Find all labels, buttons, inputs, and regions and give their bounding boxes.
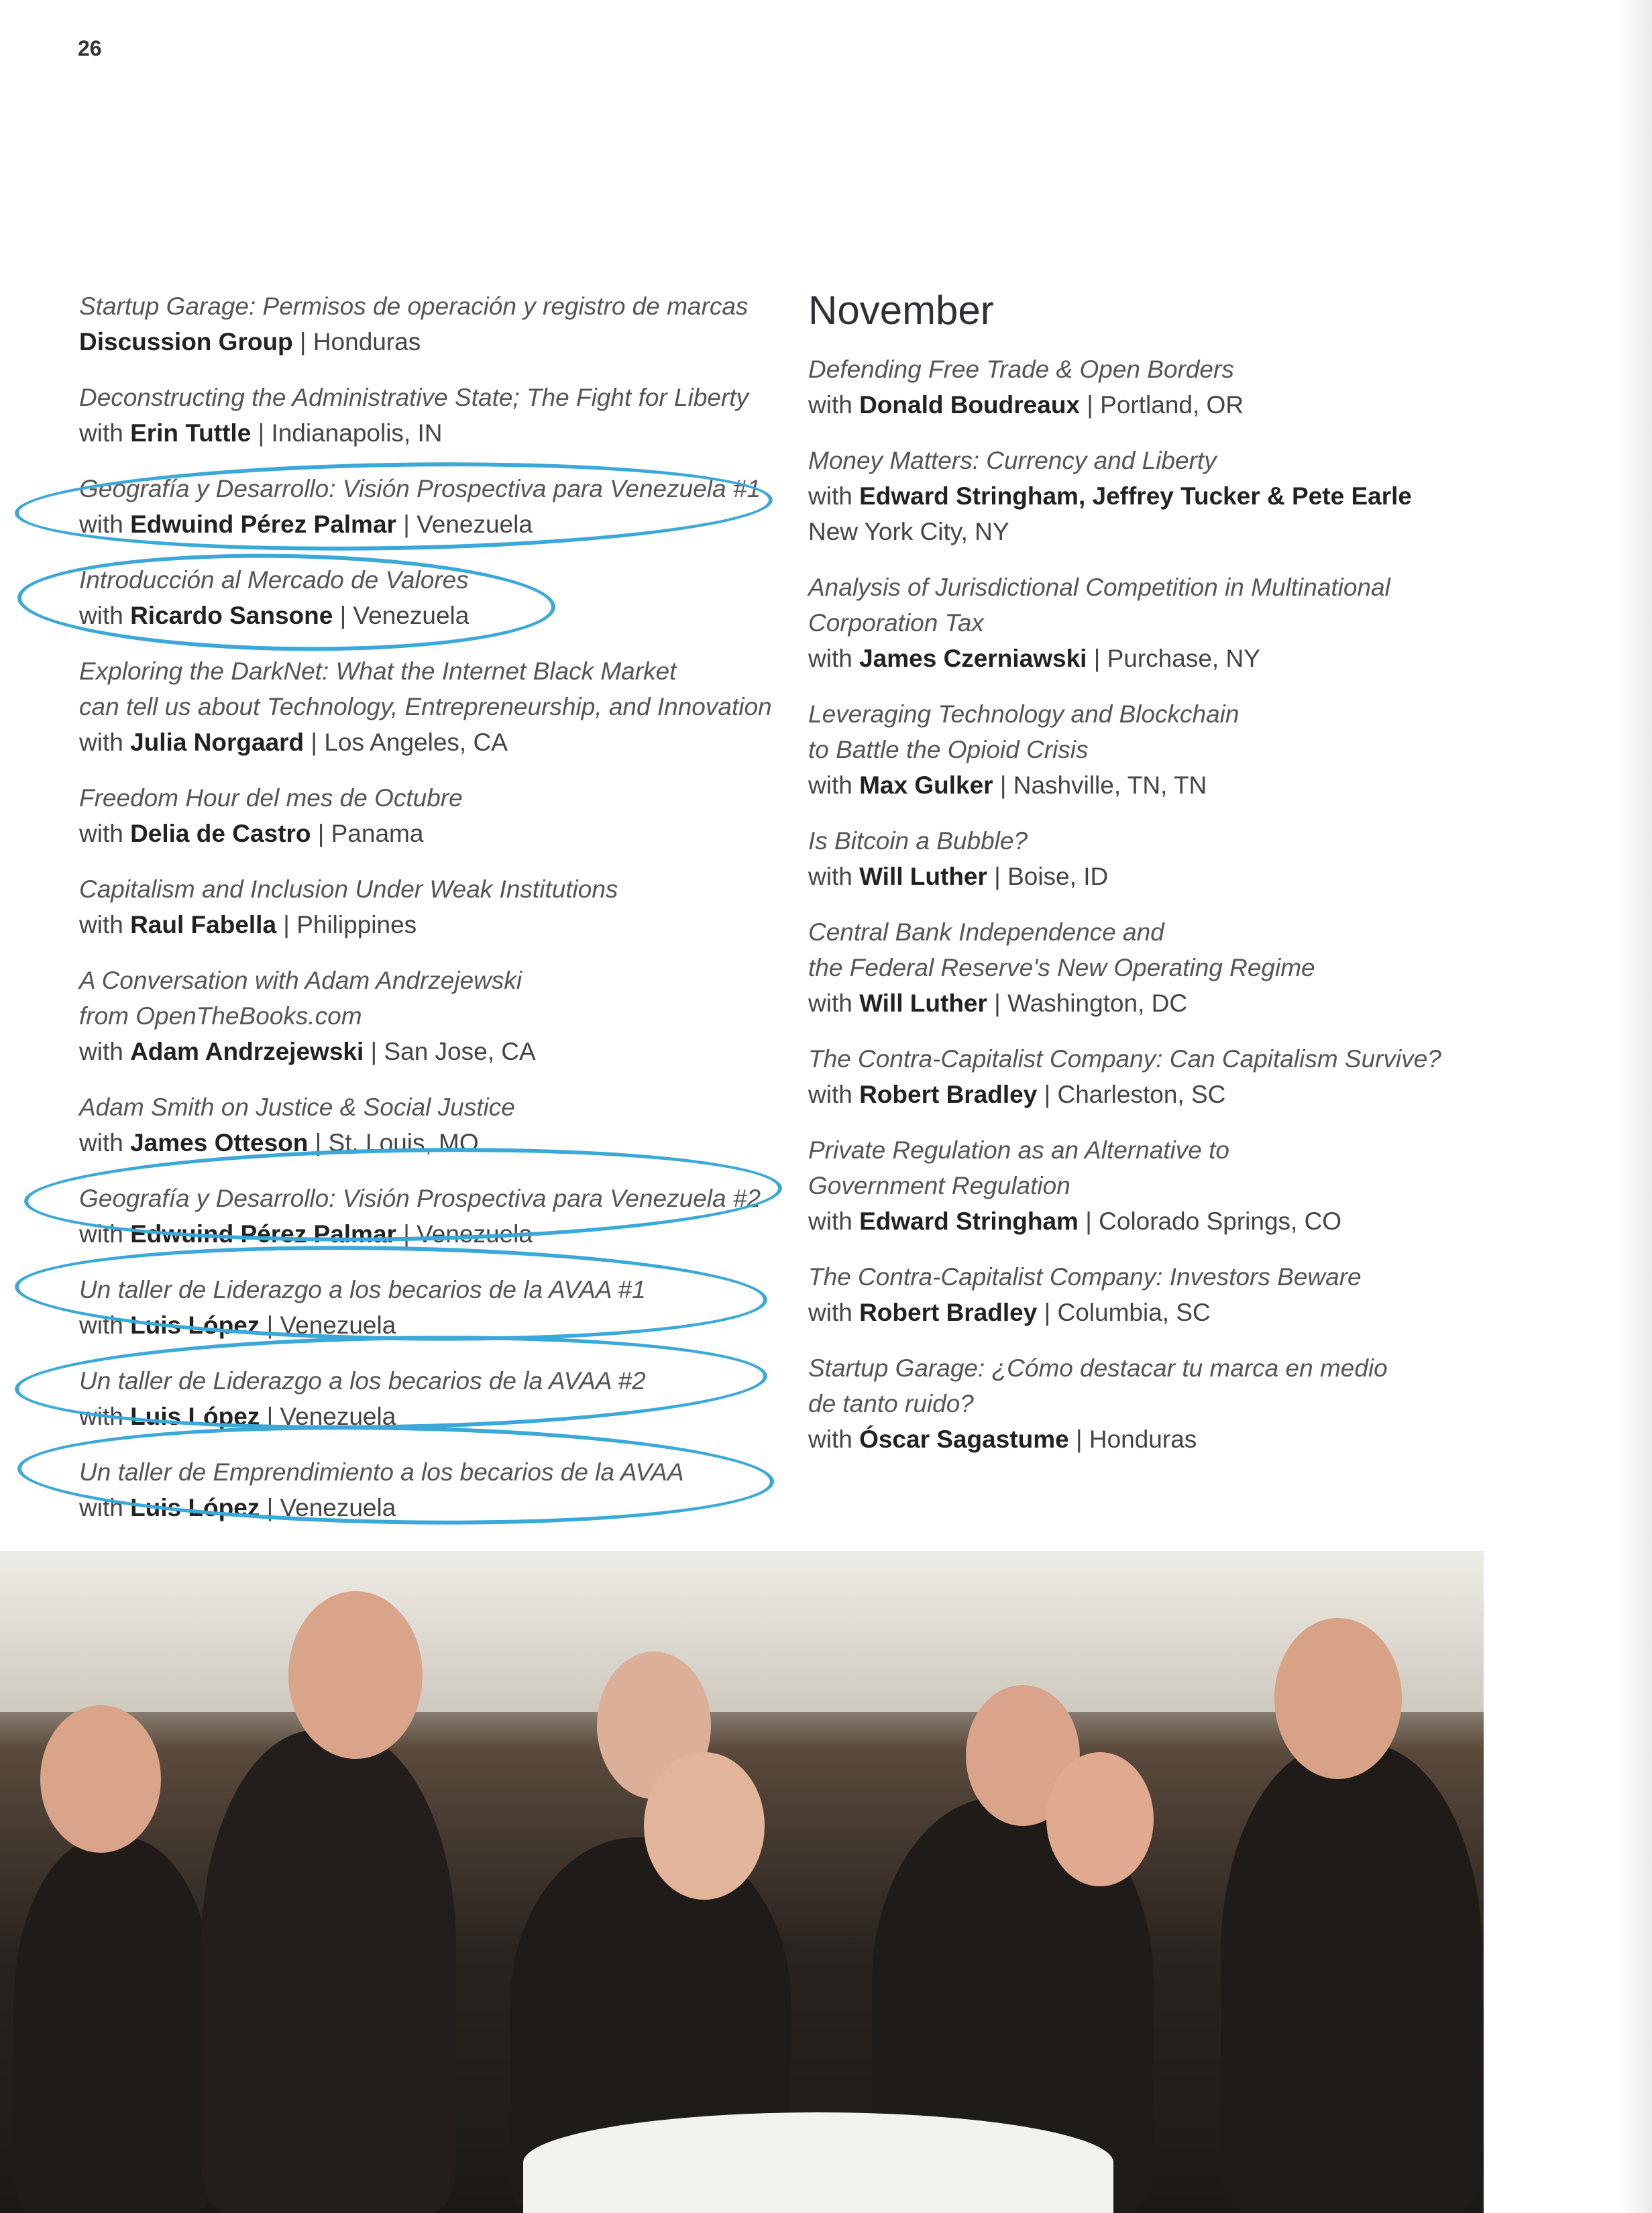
event-speaker-line xyxy=(79,1399,777,1434)
with-label: with xyxy=(808,391,860,419)
guest-face xyxy=(1046,1752,1154,1886)
event-speaker-line xyxy=(808,1203,1512,1239)
speaker-name: Edward Stringham xyxy=(859,1207,1079,1235)
event-title: Defending Free Trade & Open Borders xyxy=(808,356,1234,383)
event-title: A Conversation with Adam Andrzejewski from OpenTheBooks.com xyxy=(79,967,522,1030)
event-title: Capitalism and Inclusion Under Weak Institutions xyxy=(79,875,618,903)
event-location: | Columbia, SC xyxy=(1037,1299,1211,1326)
event-location: | Philippines xyxy=(276,911,417,938)
with-label: with xyxy=(79,1038,131,1065)
speaker-name: Erin Tuttle xyxy=(130,419,252,447)
event-title: Startup Garage: Permisos de operación y registro de marcas xyxy=(79,292,749,320)
speaker-name: Will Luther xyxy=(859,989,987,1017)
event-entry xyxy=(79,380,777,451)
event-title: Un taller de Liderazgo a los becarios de la AVAA #1 xyxy=(79,1276,646,1303)
event-entry xyxy=(808,443,1512,549)
speaker-name: Discussion Group xyxy=(79,328,293,356)
speaker-name: Óscar Sagastume xyxy=(859,1425,1069,1453)
event-photo xyxy=(0,1551,1484,2213)
event-speaker-line xyxy=(79,506,777,542)
speaker-name: Delia de Castro xyxy=(130,820,311,847)
event-entry xyxy=(79,871,777,942)
event-location: | Charleston, SC xyxy=(1037,1081,1226,1108)
event-entry xyxy=(79,471,777,542)
speaker-name: Edward Stringham, Jeffrey Tucker & Pete Earle xyxy=(859,482,1412,510)
event-title: Central Bank Independence and the Federal Reserve's New Operating Regime xyxy=(808,918,1315,981)
event-entry xyxy=(79,1089,777,1161)
event-speaker-line xyxy=(79,816,777,851)
event-title: Introducción al Mercado de Valores xyxy=(79,566,469,594)
event-speaker-line xyxy=(79,907,777,942)
speaker-name: Ricardo Sansone xyxy=(130,602,333,629)
event-speaker-line xyxy=(79,415,777,451)
with-label: with xyxy=(808,989,860,1017)
event-speaker-line xyxy=(808,1295,1512,1330)
with-label: with xyxy=(79,1403,131,1430)
event-speaker-line xyxy=(808,1077,1512,1112)
event-speaker-line xyxy=(808,1421,1512,1457)
event-location: | Venezuela xyxy=(396,510,533,538)
event-location: | Honduras xyxy=(1068,1425,1197,1453)
event-entry xyxy=(808,352,1512,423)
with-label: with xyxy=(808,1207,860,1235)
with-label: with xyxy=(808,1425,860,1453)
speaker-name: James Czerniawski xyxy=(859,645,1087,672)
event-location: | Venezuela xyxy=(260,1494,396,1521)
with-label: with xyxy=(808,771,860,799)
event-speaker-line xyxy=(808,387,1512,423)
speaker-name: Luis López xyxy=(130,1494,260,1521)
speaker-name: Julia Norgaard xyxy=(130,728,305,756)
event-location: | Nashville, TN, TN xyxy=(993,771,1207,799)
cocktail-table xyxy=(523,2112,1113,2213)
speaker-name: James Otteson xyxy=(130,1129,309,1156)
guest-face xyxy=(40,1705,161,1853)
with-label: with xyxy=(808,482,860,510)
event-entry xyxy=(79,288,777,360)
event-speaker-line xyxy=(79,598,777,633)
event-entry xyxy=(808,1041,1512,1112)
speaker-name: Adam Andrzejewski xyxy=(130,1038,364,1065)
with-label: with xyxy=(79,1494,131,1521)
event-title: Startup Garage: ¿Cómo destacar tu marca en medio de tanto ruido? xyxy=(808,1354,1388,1417)
event-speaker-line xyxy=(79,724,777,760)
event-entry xyxy=(808,1132,1512,1239)
event-title: Is Bitcoin a Bubble? xyxy=(808,827,1028,855)
speaker-name: Luis López xyxy=(130,1311,260,1339)
event-location: New York City, NY xyxy=(808,518,1009,545)
with-label: with xyxy=(79,419,131,447)
event-title: The Contra-Capitalist Company: Can Capitalism Survive? xyxy=(808,1045,1441,1073)
guest-face xyxy=(644,1752,765,1900)
speaker-name: Robert Bradley xyxy=(859,1299,1038,1326)
event-title: Geografía y Desarrollo: Visión Prospectiva para Venezuela #1 xyxy=(79,475,761,502)
event-location: | Venezuela xyxy=(396,1220,533,1248)
event-title: Un taller de Emprendimiento a los becarios de la AVAA xyxy=(79,1458,684,1486)
speaker-name: Luis López xyxy=(130,1403,260,1430)
event-title: Deconstructing the Administrative State; The Fight for Liberty xyxy=(79,384,749,411)
event-title: Exploring the DarkNet: What the Internet Black Market can tell us about Technology, Entrepreneurship, and Innovation xyxy=(79,657,772,720)
tent-ceiling xyxy=(0,1551,1484,1712)
with-label: with xyxy=(79,1129,131,1156)
event-entry xyxy=(808,570,1512,676)
event-entry xyxy=(808,1350,1512,1457)
november-event-list xyxy=(808,352,1512,1457)
event-location: | Colorado Springs, CO xyxy=(1078,1207,1342,1235)
event-location: | Portland, OR xyxy=(1080,391,1244,419)
speaker-name: Max Gulker xyxy=(859,771,993,799)
event-title: Leveraging Technology and Blockchain to Battle the Opioid Crisis xyxy=(808,700,1240,763)
event-entry xyxy=(808,914,1512,1021)
event-title: Un taller de Liderazgo a los becarios de la AVAA #2 xyxy=(79,1367,646,1395)
with-label: with xyxy=(79,911,131,938)
event-speaker-line xyxy=(79,1216,777,1252)
event-location: | Venezuela xyxy=(260,1403,396,1430)
event-entry xyxy=(79,963,777,1069)
event-location: | Purchase, NY xyxy=(1087,645,1260,672)
page-number: 26 xyxy=(78,36,102,60)
event-entry xyxy=(808,823,1512,894)
event-entry xyxy=(79,1363,777,1434)
with-label: with xyxy=(79,728,131,756)
left-event-column xyxy=(79,288,777,1546)
right-event-column xyxy=(808,288,1512,1477)
with-label: with xyxy=(79,1311,131,1339)
event-location: | Honduras xyxy=(292,328,421,356)
speaker-name: Edwuind Pérez Palmar xyxy=(130,1220,396,1248)
event-entry xyxy=(808,696,1512,803)
event-title: Money Matters: Currency and Liberty xyxy=(808,447,1217,474)
speaker-name: Will Luther xyxy=(859,863,987,890)
event-location: | Los Angeles, CA xyxy=(304,728,508,756)
event-location: | Washington, DC xyxy=(987,989,1188,1017)
event-speaker-line xyxy=(79,1307,777,1343)
event-speaker-line xyxy=(79,1125,777,1161)
guest-face xyxy=(288,1591,423,1759)
speaker-name: Robert Bradley xyxy=(859,1081,1038,1108)
event-location: | San Jose, CA xyxy=(364,1038,536,1065)
event-entry xyxy=(79,1454,777,1525)
with-label: with xyxy=(808,1299,860,1326)
event-title: Freedom Hour del mes de Octubre xyxy=(79,784,463,812)
event-title: Adam Smith on Justice & Social Justice xyxy=(79,1093,515,1121)
event-entry xyxy=(808,1259,1512,1330)
event-entry xyxy=(79,1181,777,1252)
event-location: | Boise, ID xyxy=(987,863,1109,890)
event-location: | Panama xyxy=(311,820,424,847)
event-location: | Indianapolis, IN xyxy=(251,419,443,447)
event-speaker-line xyxy=(808,859,1512,894)
event-title: Analysis of Jurisdictional Competition in Multinational Corporation Tax xyxy=(808,574,1390,637)
month-heading: November xyxy=(808,288,994,333)
event-entry xyxy=(79,562,777,633)
event-title: Geografía y Desarrollo: Visión Prospectiva para Venezuela #2 xyxy=(79,1185,761,1212)
event-speaker-line xyxy=(808,641,1512,676)
event-title: Private Regulation as an Alternative to Government Regulation xyxy=(808,1136,1229,1199)
event-speaker-line xyxy=(79,1490,777,1525)
guest-figure xyxy=(13,1837,215,2213)
speaker-name: Edwuind Pérez Palmar xyxy=(130,510,396,538)
with-label: with xyxy=(79,820,131,847)
with-label: with xyxy=(808,863,860,890)
event-speaker-line xyxy=(808,985,1512,1021)
event-speaker-line xyxy=(808,767,1512,803)
with-label: with xyxy=(808,645,860,672)
guest-figure xyxy=(201,1730,456,2213)
event-speaker-line xyxy=(79,324,777,360)
event-entry xyxy=(79,1272,777,1343)
with-label: with xyxy=(79,602,131,629)
with-label: with xyxy=(79,1220,131,1248)
event-location: | Venezuela xyxy=(333,602,470,629)
guest-face xyxy=(1274,1618,1402,1779)
event-entry xyxy=(79,780,777,851)
event-speaker-line xyxy=(79,1034,777,1069)
event-entry xyxy=(79,653,777,760)
with-label: with xyxy=(808,1081,860,1108)
event-location: | St. Louis, MO xyxy=(308,1129,479,1156)
event-location: | Venezuela xyxy=(260,1311,396,1339)
event-speaker-line xyxy=(808,478,1512,549)
event-title: The Contra-Capitalist Company: Investors Beware xyxy=(808,1263,1362,1291)
speaker-name: Raul Fabella xyxy=(130,911,277,938)
page-edge xyxy=(1620,0,1652,2213)
speaker-name: Donald Boudreaux xyxy=(859,391,1080,419)
with-label: with xyxy=(79,510,131,538)
guest-figure xyxy=(1221,1743,1482,2213)
